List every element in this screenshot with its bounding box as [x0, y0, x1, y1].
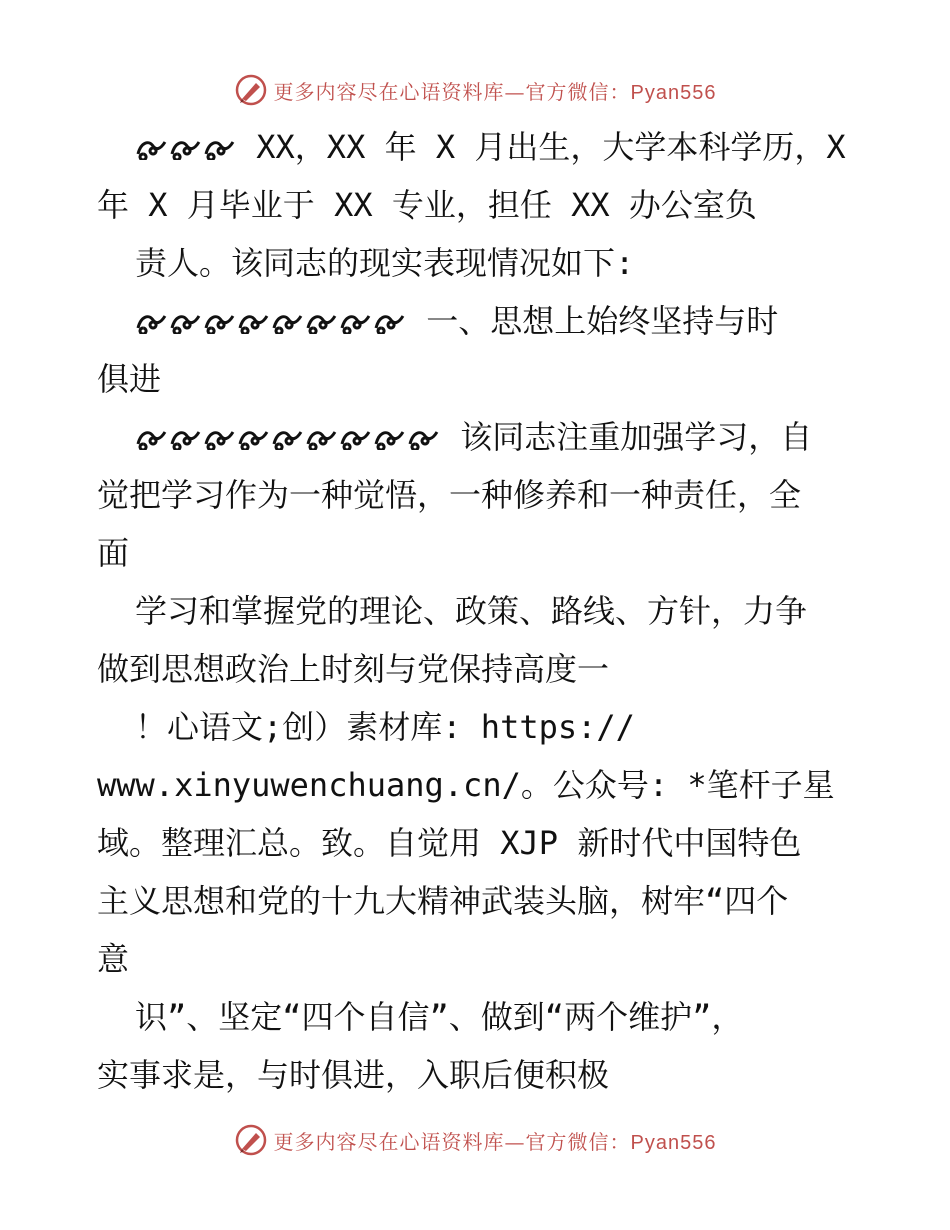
body-line-1: XX，XX 年 X 月出生，大学本科学历，X: [135, 118, 846, 176]
header-banner: [0, 70, 950, 110]
ornament-icon: [407, 426, 441, 450]
body-line-3: 责人。该同志的现实表现情况如下:: [135, 244, 635, 282]
body-line-16: 识”、坚定“四个自信”、做到“两个维护”，: [135, 998, 744, 1036]
body-line-5: 俱进: [97, 360, 162, 398]
ornament-icon: [169, 426, 203, 450]
body-line-8: 面: [97, 534, 130, 572]
header-wechat-id: Pyan556: [630, 81, 717, 104]
body-line-9: 学习和掌握党的理论、政策、路线、方针，力争: [135, 592, 808, 630]
ornament-icon: [135, 136, 169, 160]
decorative-ornament-group: [135, 302, 426, 340]
body-line-12: www.xinyuwenchuang.cn/。公众号: *笔杆子星: [97, 766, 835, 804]
ornament-icon: [271, 426, 305, 450]
ornament-icon: [203, 426, 237, 450]
body-line-7: 觉把学习作为一种觉悟，一种修养和一种责任，全: [97, 476, 802, 514]
ornament-icon: [135, 426, 169, 450]
body-line-11: ！心语文;创）素材库: https://: [135, 708, 635, 746]
header-banner-text: 更多内容尽在心语资料库—官方微信：Pyan556: [273, 79, 717, 104]
body-line-4: 一、思想上始终坚持与时: [135, 292, 778, 350]
ornament-icon: [339, 426, 373, 450]
ornament-icon: [305, 426, 339, 450]
pen-logo-icon: [234, 1123, 268, 1157]
pen-logo-icon: [234, 73, 268, 107]
footer-banner-text: 更多内容尽在心语资料库—官方微信：Pyan556: [273, 1129, 717, 1154]
ornament-icon: [169, 136, 203, 160]
footer-wechat-id: Pyan556: [630, 1131, 717, 1154]
ornament-icon: [169, 310, 203, 334]
body-line-2: 年 X 月毕业于 XX 专业，担任 XX 办公室负: [97, 186, 757, 224]
footer-banner: [0, 1120, 950, 1160]
ornament-icon: [339, 310, 373, 334]
body-line-17: 实事求是，与时俱进，入职后便积极: [97, 1056, 610, 1094]
ornament-icon: [373, 310, 407, 334]
body-line-15: 意: [97, 940, 130, 978]
ornament-icon: [135, 310, 169, 334]
ornament-icon: [237, 426, 271, 450]
ornament-icon: [271, 310, 305, 334]
ornament-icon: [305, 310, 339, 334]
ornament-icon: [203, 136, 237, 160]
ornament-icon: [373, 426, 407, 450]
ornament-icon: [237, 310, 271, 334]
body-line-14: 主义思想和党的十九大精神武装头脑，树牢“四个: [97, 882, 789, 920]
ornament-icon: [203, 310, 237, 334]
body-line-13: 域。整理汇总。致。自觉用 XJP 新时代中国特色: [97, 824, 802, 862]
decorative-ornament-group: [135, 418, 460, 456]
decorative-ornament-group: [135, 128, 256, 166]
body-line-6: 该同志注重加强学习，自: [135, 408, 812, 466]
body-line-10: 做到思想政治上时刻与党保持高度一: [97, 650, 610, 688]
